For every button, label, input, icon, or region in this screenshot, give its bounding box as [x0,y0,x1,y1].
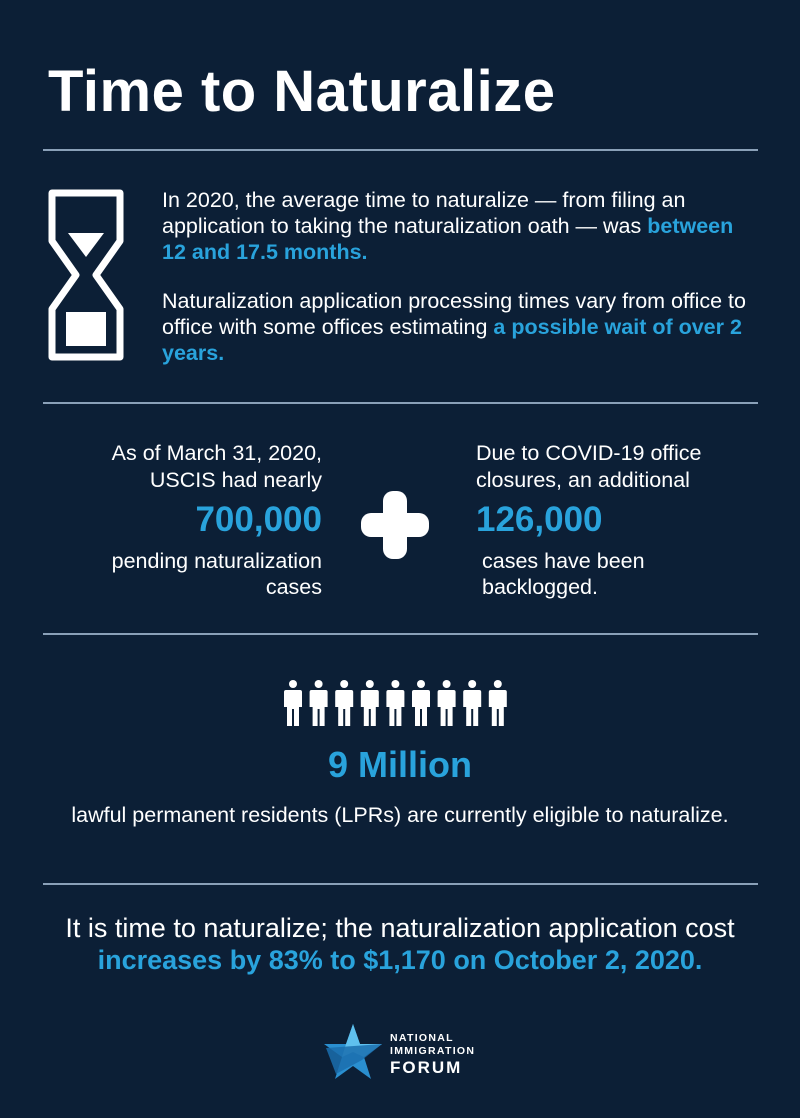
pending-number: 700,000 [195,500,322,539]
office-wait-paragraph [162,288,762,366]
pending-tail [40,548,322,600]
logo-line2: IMMIGRATION [390,1045,476,1057]
closing-text: It is time to naturalize; the naturalization application cost [65,913,735,943]
logo-line3: FORUM [390,1058,463,1077]
processing-time-text: In 2020, the average time to naturalize — from filing an application to taking the naturalization oath — was [162,188,686,238]
backlog-intro-line2: closures, an additional [476,468,690,492]
person-icon [284,680,302,726]
office-wait-highlight: a possible wait of over 2 years. [162,315,742,365]
pending-intro [40,440,322,494]
person-icon [412,680,430,726]
closing-statement [40,912,760,976]
person-icon [463,680,481,726]
person-icon [310,680,328,726]
closing-highlight: increases by 83% to $1,170 on October 2, 2020. [97,945,703,975]
eligible-headline: 9 Million [328,744,472,785]
processing-time-highlight: between 12 and 17.5 months. [162,214,734,264]
divider [43,883,758,885]
backlog-tail-line2: backlogged. [482,575,598,599]
processing-time-paragraph [162,187,762,265]
person-icon [489,680,507,726]
pending-intro-line1: As of March 31, 2020, [111,441,322,465]
person-icon [386,680,404,726]
pending-cases-stat [40,440,322,600]
person-icon [361,680,379,726]
backlog-intro-line1: Due to COVID-19 office [476,441,702,465]
eligible-text: lawful permanent residents (LPRs) are currently eligible to naturalize. [71,803,729,827]
backlog-number: 126,000 [476,500,603,539]
divider [43,402,758,404]
logo-line1: NATIONAL [390,1032,454,1044]
divider [43,149,758,151]
plus-icon [359,489,431,561]
page-title: Time to Naturalize [48,59,556,124]
people-icon [281,680,511,730]
person-icon [335,680,353,726]
hourglass-icon [44,187,128,363]
backlog-cases-stat [476,440,776,600]
backlog-tail [476,548,776,600]
pending-intro-line2: USCIS had nearly [149,468,322,492]
pending-tail-line2: cases [265,575,322,599]
organization-logo [390,1032,475,1078]
pending-tail-line1: pending naturalization [111,549,322,573]
office-wait-text: Naturalization application processing times vary from office to office with some offices estimating [162,289,746,339]
backlog-intro [476,440,776,494]
star-icon [322,1022,384,1082]
divider [43,633,758,635]
backlog-tail-line1: cases have been [482,549,645,573]
person-icon [438,680,456,726]
